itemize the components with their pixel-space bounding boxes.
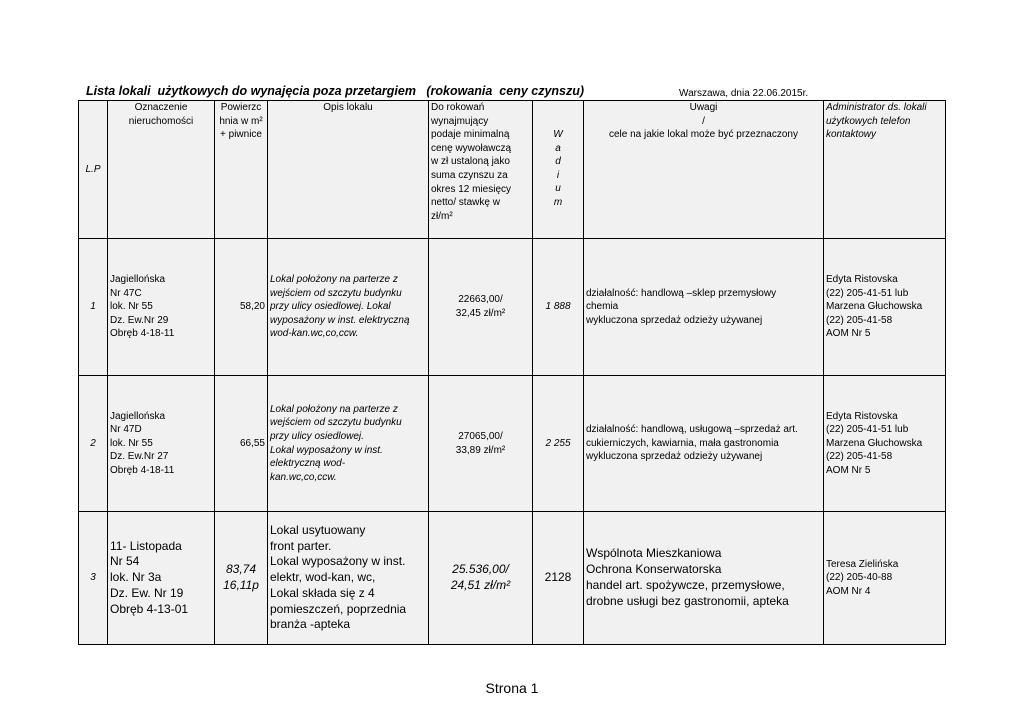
table-row	[79, 239, 946, 376]
header-uwagi: Uwagi / cele na jakie lokal może być przeznaczony	[584, 101, 824, 239]
row-oznaczenie: Jagiellońska Nr 47C lok. Nr 55 Dz. Ew.Nr 29 Obręb 4-18-11	[108, 239, 215, 376]
header-wadium: W a d i u m	[533, 101, 584, 239]
row-opis: Lokal usytuowany front parter. Lokal wyposażony w inst. elektr, wod-kan, wc, Lokal składa się z 4 pomieszczeń, poprzednia branża -apteka	[268, 512, 429, 645]
row-opis: Lokal położony na parterze z wejściem od szczytu budynku przy ulicy osiedlowej. Lokal wyposażony w inst. elektryczną wod-kan.wc,co,ccw.	[268, 239, 429, 376]
row-wadium: 2128	[533, 512, 584, 645]
row-oznaczenie: Jagiellońska Nr 47D lok. Nr 55 Dz. Ew.Nr 27 Obręb 4-18-11	[108, 376, 215, 512]
row-uwagi: Wspólnota Mieszkaniowa Ochrona Konserwatorska handel art. spożywcze, przemysłowe, drobne usługi bez gastronomii, apteka	[584, 512, 824, 645]
table-row	[79, 512, 946, 645]
row-wadium: 1 888	[533, 239, 584, 376]
row-administrator: Edyta Ristovska (22) 205-41-51 lub Marzena Głuchowska (22) 205-41-58 AOM Nr 5	[824, 376, 946, 512]
row-uwagi: działalność: handlową, usługową –sprzedaż art. cukierniczych, kawiarnia, mała gastronomia wykluczona sprzedaż odzieży używanej	[584, 376, 824, 512]
row-powierzchnia: 83,74 16,11p	[215, 512, 268, 645]
row-powierzchnia: 66,55	[215, 376, 268, 512]
header-opis: Opis lokalu	[268, 101, 429, 239]
document-title: Lista lokali użytkowych do wynajęcia poza przetargiem (rokowania ceny czynszu)	[86, 84, 585, 98]
document-date: Warszawa, dnia 22.06.2015r.	[679, 88, 809, 99]
row-powierzchnia: 58,20	[215, 239, 268, 376]
row-rokowania: 22663,00/ 32,45 zł/m²	[429, 239, 533, 376]
row-lp: 1	[79, 239, 108, 376]
table-header-row	[79, 101, 946, 239]
row-wadium: 2 255	[533, 376, 584, 512]
header-lp: L.P	[79, 101, 108, 239]
row-lp: 2	[79, 376, 108, 512]
row-rokowania: 25.536,00/ 24,51 zł/m²	[429, 512, 533, 645]
page-number: Strona 1	[485, 680, 539, 696]
row-lp: 3	[79, 512, 108, 645]
header-administrator: Administrator ds. lokali użytkowych telefon kontaktowy	[824, 101, 946, 239]
header-powierzchnia: Powierzc hnia w m² + piwnice	[215, 101, 268, 239]
row-uwagi: działalność: handlową –sklep przemysłowy chemia wykluczona sprzedaż odzieży używanej	[584, 239, 824, 376]
row-administrator: Teresa Zielińska (22) 205-40-88 AOM Nr 4	[824, 512, 946, 645]
header-rokowania: Do rokowań wynajmujący podaje minimalną cenę wywoławczą w zł ustaloną jako suma czynszu za okres 12 miesięcy netto/ stawkę w zł/m²	[429, 101, 533, 239]
table-row	[79, 376, 946, 512]
row-administrator: Edyta Ristovska (22) 205-41-51 lub Marzena Głuchowska (22) 205-41-58 AOM Nr 5	[824, 239, 946, 376]
row-opis: Lokal położony na parterze z wejściem od szczytu budynku przy ulicy osiedlowej. Lokal wyposażony w inst. elektryczną wod- kan.wc,co,ccw.	[268, 376, 429, 512]
premises-table	[78, 100, 946, 645]
row-oznaczenie: 11- Listopada Nr 54 lok. Nr 3a Dz. Ew. Nr 19 Obręb 4-13-01	[108, 512, 215, 645]
header-oznaczenie: Oznaczenie nieruchomości	[108, 101, 215, 239]
row-rokowania: 27065,00/ 33,89 zł/m²	[429, 376, 533, 512]
